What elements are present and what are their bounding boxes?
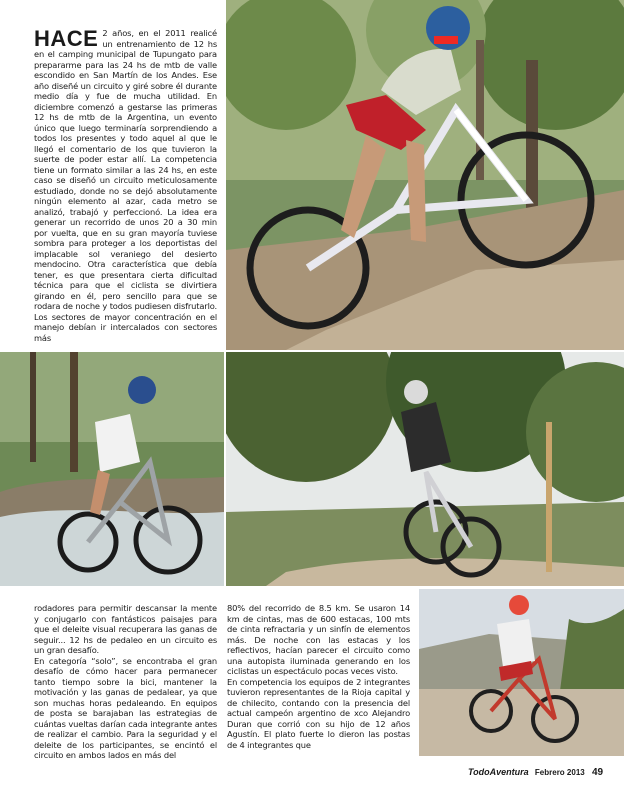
photo-rider-descent [226, 0, 624, 350]
paragraph: En categoría “solo”, se encontraba el gran desafío de cómo hacer para permanecer tanto tiempo sobre la bici, mantener la motivación y las ganas de pedalear, ya que son muchas horas pedaleando. En equipos de posta se barajaban las estrategias de cuántas vueltas darían cada integrante antes de realizar el cambio. Para la seguridad y el deleite de los participantes, se encintó el circuito en ambos lados en más del [34, 655, 217, 760]
photo-rider-trail [226, 352, 624, 586]
magazine-name: TodoAventura [468, 767, 529, 777]
paragraph: 2 años, en el 2011 realicé un entrenamiento de 12 hs en el camping municipal de Tupungato para prepararme para las 24 hs de mtb de valle escondido en San Martín de los Andes. Ese año diseñé un circuito y giré sobre él durante medio día y fue de mucha utilidad. En diciembre comenzó a gestarse las primeras 12 hs de mtb de la Argentina, un evento único que luego terminaría sorprendiendo a todos los presentes y todo aquel al que le llegó el comentario de los que tuvieron la suerte de poder estar allí. La competencia tiene un formato similar a las 24 hs, en este caso se diseñó un circuito meticulosamente estudiado, donde no se dejó absolutamente ningún elemento al azar, cada metro se analizó, trabajó y perfeccionó. La idea era generar un recorrido de unos 20 a 30 min por vuelta, que en su gran mayoría tuviese sombra para proteger a los deportistas del implacable sol veraniego del desierto mendocino. Otra característica que debía tener, es que presentara cierta dificultad técnica para que el ciclista se divirtiera girando en él, pero sencillo para que se rodara de noche y todos pudiesen disfrutarlo. Los sectores de mayor concentración en el manejo debían ir intercalados con sectores más [34, 28, 217, 343]
lead-word: HACE [34, 26, 99, 51]
column-2 [34, 603, 217, 761]
page-number: 49 [591, 767, 604, 778]
intro-text [34, 28, 217, 343]
page-footer [468, 767, 618, 779]
paragraph: 80% del recorrido de 8.5 km. Se usaron 14 km de cintas, mas de 600 estacas, 100 mts de cinta refractaria y un sinfín de elementos más. De noche con las estacas y los reflectivos, hacían parecer el circuito como una autopista iluminada generando en los ciclistas un espectáculo pocas veces visto. [227, 603, 410, 676]
paragraph: En competencia los equipos de 2 integrantes tuvieron representantes de la Rioja capital y de chilecito, contando con la presencia del actual campeón argentino de xco Alejandro Duran que corrió con su hijo de 12 años Agustín. El plato fuerte lo dieron las postas de 4 integrantes que [227, 676, 410, 750]
issue-date: Febrero 2013 [534, 768, 585, 777]
photo-rider-desert [419, 589, 624, 756]
column-3 [227, 603, 410, 750]
photo-rider-water-crossing [0, 352, 224, 586]
paragraph: rodadores para permitir descansar la mente y conjugarlo con fantásticos paisajes para que el deleite visual recuperara las ganas de seguir... 12 hs de pedaleo en un circuito es un gran desafío. [34, 603, 217, 655]
